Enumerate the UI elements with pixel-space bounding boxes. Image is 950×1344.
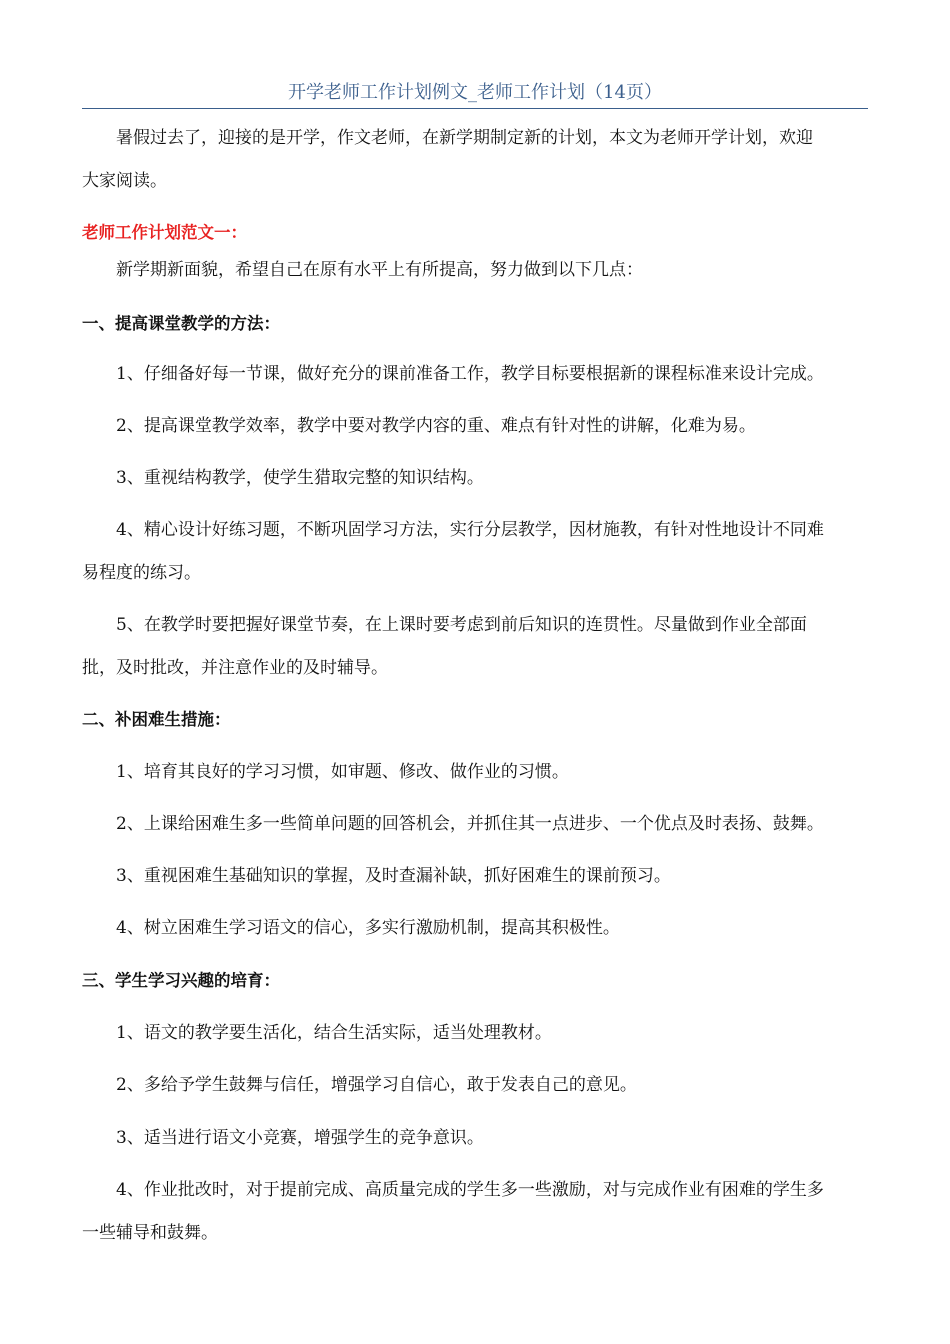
page-header-title: 开学老师工作计划例文_老师工作计划（14页） — [288, 82, 662, 103]
section-3-item: 3、适当进行语文小竞赛，增强学生的竞争意识。 — [116, 1128, 484, 1148]
section-1-title: 一、提高课堂教学的方法： — [82, 314, 280, 333]
section-3-title: 三、学生学习兴趣的培育： — [82, 971, 280, 990]
section-1-item-continuation: 易程度的练习。 — [82, 563, 201, 583]
section-1-item: 4、精心设计好练习题，不断巩固学习方法，实行分层教学，因材施教，有针对性地设计不同难 — [116, 520, 824, 540]
section-1-item: 1、仔细备好每一节课，做好充分的课前准备工作，教学目标要根据新的课程标准来设计完成。 — [116, 364, 824, 384]
section-1-item: 5、在教学时要把握好课堂节奏，在上课时要考虑到前后知识的连贯性。尽量做到作业全部面 — [116, 615, 807, 635]
section-2-item: 1、培育其良好的学习习惯，如审题、修改、做作业的习惯。 — [116, 762, 569, 782]
sample-intro: 新学期新面貌，希望自己在原有水平上有所提高，努力做到以下几点： — [116, 260, 643, 280]
section-3-item: 4、作业批改时，对于提前完成、高质量完成的学生多一些激励，对与完成作业有困难的学生多 — [116, 1180, 824, 1200]
section-3-item: 1、语文的教学要生活化，结合生活实际，适当处理教材。 — [116, 1023, 552, 1043]
header-divider — [82, 108, 868, 109]
section-1-item-continuation: 批，及时批改，并注意作业的及时辅导。 — [82, 658, 388, 678]
section-2-item: 3、重视困难生基础知识的掌握，及时查漏补缺，抓好困难生的课前预习。 — [116, 866, 671, 886]
section-1-item: 2、提高课堂教学效率，教学中要对教学内容的重、难点有针对性的讲解，化难为易。 — [116, 416, 756, 436]
intro-paragraph-line-1: 暑假过去了，迎接的是开学，作文老师，在新学期制定新的计划，本文为老师开学计划，欢迎 — [116, 128, 813, 148]
section-2-title: 二、补困难生措施： — [82, 710, 231, 729]
sample-heading: 老师工作计划范文一： — [82, 223, 247, 242]
section-3-item: 2、多给予学生鼓舞与信任，增强学习自信心，敢于发表自己的意见。 — [116, 1075, 637, 1095]
section-1-item: 3、重视结构教学，使学生猎取完整的知识结构。 — [116, 468, 484, 488]
intro-paragraph-line-2: 大家阅读。 — [82, 171, 167, 191]
section-2-item: 2、上课给困难生多一些简单问题的回答机会，并抓住其一点进步、一个优点及时表扬、鼓舞。 — [116, 814, 824, 834]
section-3-item-continuation: 一些辅导和鼓舞。 — [82, 1223, 218, 1243]
section-2-item: 4、树立困难生学习语文的信心，多实行激励机制，提高其积极性。 — [116, 918, 620, 938]
